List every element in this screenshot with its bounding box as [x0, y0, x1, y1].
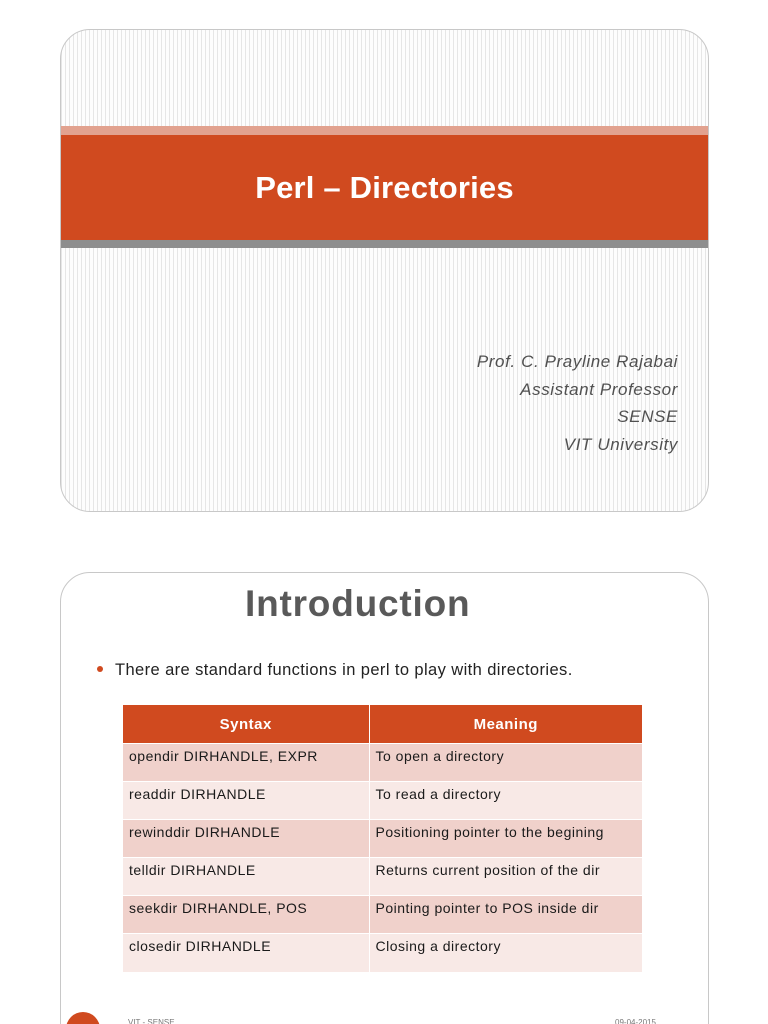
directory-functions-table	[123, 705, 642, 972]
bullet-point	[97, 661, 573, 680]
table-row	[123, 858, 642, 896]
introduction-slide	[60, 572, 709, 1024]
author-position: Assistant Professor	[520, 379, 678, 399]
author-block	[477, 348, 678, 458]
table-row	[123, 934, 642, 972]
syntax-cell: seekdir DIRHANDLE, POS	[123, 896, 369, 934]
syntax-cell: readdir DIRHANDLE	[123, 782, 369, 820]
syntax-cell: telldir DIRHANDLE	[123, 858, 369, 896]
header-meaning: Meaning	[369, 705, 642, 744]
title-band-bottom-stripe	[61, 240, 708, 248]
author-university: VIT University	[563, 434, 678, 454]
title-band	[61, 135, 708, 240]
syntax-cell: opendir DIRHANDLE, EXPR	[123, 744, 369, 782]
title-band-top-stripe	[61, 126, 708, 135]
syntax-cell: rewinddir DIRHANDLE	[123, 820, 369, 858]
bullet-dot-icon	[97, 666, 103, 672]
title-slide	[60, 29, 709, 512]
author-school: SENSE	[617, 407, 678, 426]
meaning-cell: Returns current position of the dir	[369, 858, 642, 896]
table-row	[123, 744, 642, 782]
meaning-cell: Closing a directory	[369, 934, 642, 972]
table-header-row	[123, 705, 642, 744]
bullet-text: There are standard functions in perl to play with directories.	[115, 661, 573, 679]
slide-heading: Introduction	[245, 583, 471, 624]
slide-title: Perl – Directories	[255, 169, 514, 205]
table-row	[123, 782, 642, 820]
syntax-cell: closedir DIRHANDLE	[123, 934, 369, 972]
meaning-cell: To read a directory	[369, 782, 642, 820]
author-name: Prof. C. Prayline Rajabai	[476, 352, 678, 371]
header-syntax: Syntax	[123, 705, 369, 744]
footer-date: 09-04-2015	[615, 1018, 656, 1024]
table-row	[123, 896, 642, 934]
meaning-cell: Pointing pointer to POS inside dir	[369, 896, 642, 934]
meaning-cell: To open a directory	[369, 744, 642, 782]
table-row	[123, 820, 642, 858]
meaning-cell: Positioning pointer to the begining	[369, 820, 642, 858]
footer-left-text: VIT - SENSE	[128, 1018, 175, 1024]
